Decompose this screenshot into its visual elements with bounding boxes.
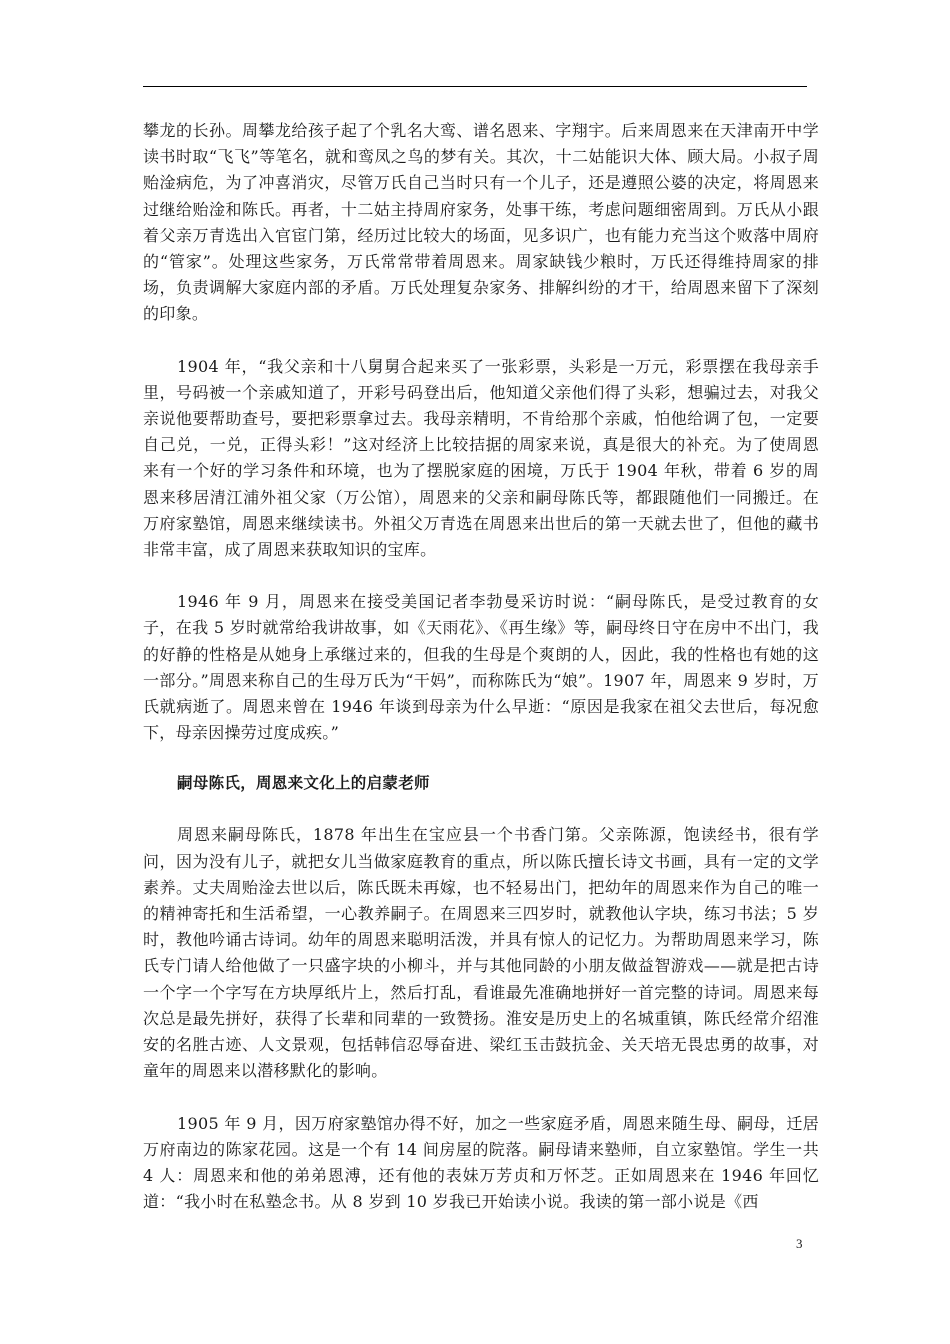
paragraph-3: 1946 年 9 月，周恩来在接受美国记者李勃曼采访时说：“嗣母陈氏，是受过教育的女子，在我 5 岁时就常给我讲故事，如《天雨花》、《再生缘》等，嗣母终日守在房中不出门，我的好静的性格是从她身上承继过来的，但我的生母是个爽朗的人，因此，我的性格也有她的这一部分。”周恩来称自己的生母万氏为“干妈”，而称陈氏为“娘”。1907 年，周恩来 9 岁时，万氏就病逝了。周恩来曾在 1946 年谈到母亲为什么早逝：“原因是我家在祖父去世后，每况愈下，母亲因操劳过度成疾。” xyxy=(143,592,819,743)
paragraph-4: 周恩来嗣母陈氏，1878 年出生在宝应县一个书香门第。父亲陈源，饱读经书，很有学问，因为没有儿子，就把女儿当做家庭教育的重点，所以陈氏擅长诗文书画，具有一定的文学素养。丈夫周贻淦去世以后，陈氏既未再嫁，也不轻易出门，把幼年的周恩来作为自己的唯一的精神寄托和生活希望，一心教养嗣子。在周恩来三四岁时，就教他认字块，练习书法；5 岁时，教他吟诵古诗词。幼年的周恩来聪明活泼，并具有惊人的记忆力。为帮助周恩来学习，陈氏专门请人给他做了一只盛字块的小柳斗，并与其他同龄的小朋友做益智游戏——就是把古诗一个字一个字写在方块厚纸片上，然后打乱，看谁最先准确地拼好一首完整的诗词。周恩来每次总是最先拼好，获得了长辈和同辈的一致赞扬。淮安是历史上的名城重镇，陈氏经常介绍淮安的名胜古迹、人文景观，包括韩信忍辱奋进、梁红玉击鼓抗金、关天培无畏忠勇的故事，对童年的周恩来以潜移默化的影响。 xyxy=(143,825,819,1081)
header-rule xyxy=(143,86,807,87)
paragraph-2: 1904 年，“我父亲和十八舅舅合起来买了一张彩票，头彩是一万元，彩票摆在我母亲手里，号码被一个亲戚知道了，开彩号码登出后，他知道父亲他们得了头彩，想骗过去，对我父亲说他要帮助查号，要把彩票拿过去。我母亲精明，不肯给那个亲戚，怕他给调了包，一定要自己兑，一兑，正得头彩！”这对经济上比较拮据的周家来说，真是很大的补充。为了使周恩来有一个好的学习条件和环境，也为了摆脱家庭的困境，万氏于 1904 年秋，带着 6 岁的周恩来移居清江浦外祖父家（万公馆），周恩来的父亲和嗣母陈氏等，都跟随他们一同搬迁。在万府家塾馆，周恩来继续读书。外祖父万青选在周恩来出世后的第一天就去世了，但他的藏书非常丰富，成了周恩来获取知识的宝库。 xyxy=(143,356,819,560)
paragraph-1: 攀龙的长孙。周攀龙给孩子起了个乳名大鸾、谱名恩来、字翔宇。后来周恩来在天津南开中学读书时取“飞飞”等笔名，就和鸾凤之鸟的梦有关。其次，十二姑能识大体、顾大局。小叔子周贻淦病危，为了冲喜消灾，尽管万氏自己当时只有一个儿子，还是遵照公婆的决定，将周恩来过继给贻淦和陈氏。再者，十二姑主持周府家务，处事干练，考虑问题细密周到。万氏从小跟着父亲万青选出入官宦门第，经历过比较大的场面，见多识广，也有能力充当这个败落中周府的“管家”。处理这些家务，万氏常常带着周恩来。周家缺钱少粮时，万氏还得维持周家的排场，负责调解大家庭内部的矛盾。万氏处理复杂家务、排解纠纷的才干，给周恩来留下了深刻的印象。 xyxy=(143,121,819,324)
page-number: 3 xyxy=(796,1236,803,1251)
paragraph-5: 1905 年 9 月，因万府家塾馆办得不好，加之一些家庭矛盾，周恩来随生母、嗣母，迁居万府南边的陈家花园。这是一个有 14 间房屋的院落。嗣母请来塾师，自立家塾馆。学生一共 4 人：周恩来和他的弟弟恩溥，还有他的表妹万芳贞和万怀芝。正如周恩来在 1946 年回忆道：“我小时在私塾念书。从 8 岁到 10 岁我已开始读小说。我读的第一部小说是《西 xyxy=(143,1113,819,1212)
document-body xyxy=(143,118,819,1215)
section-heading: 嗣母陈氏，周恩来文化上的启蒙老师 xyxy=(177,773,430,793)
